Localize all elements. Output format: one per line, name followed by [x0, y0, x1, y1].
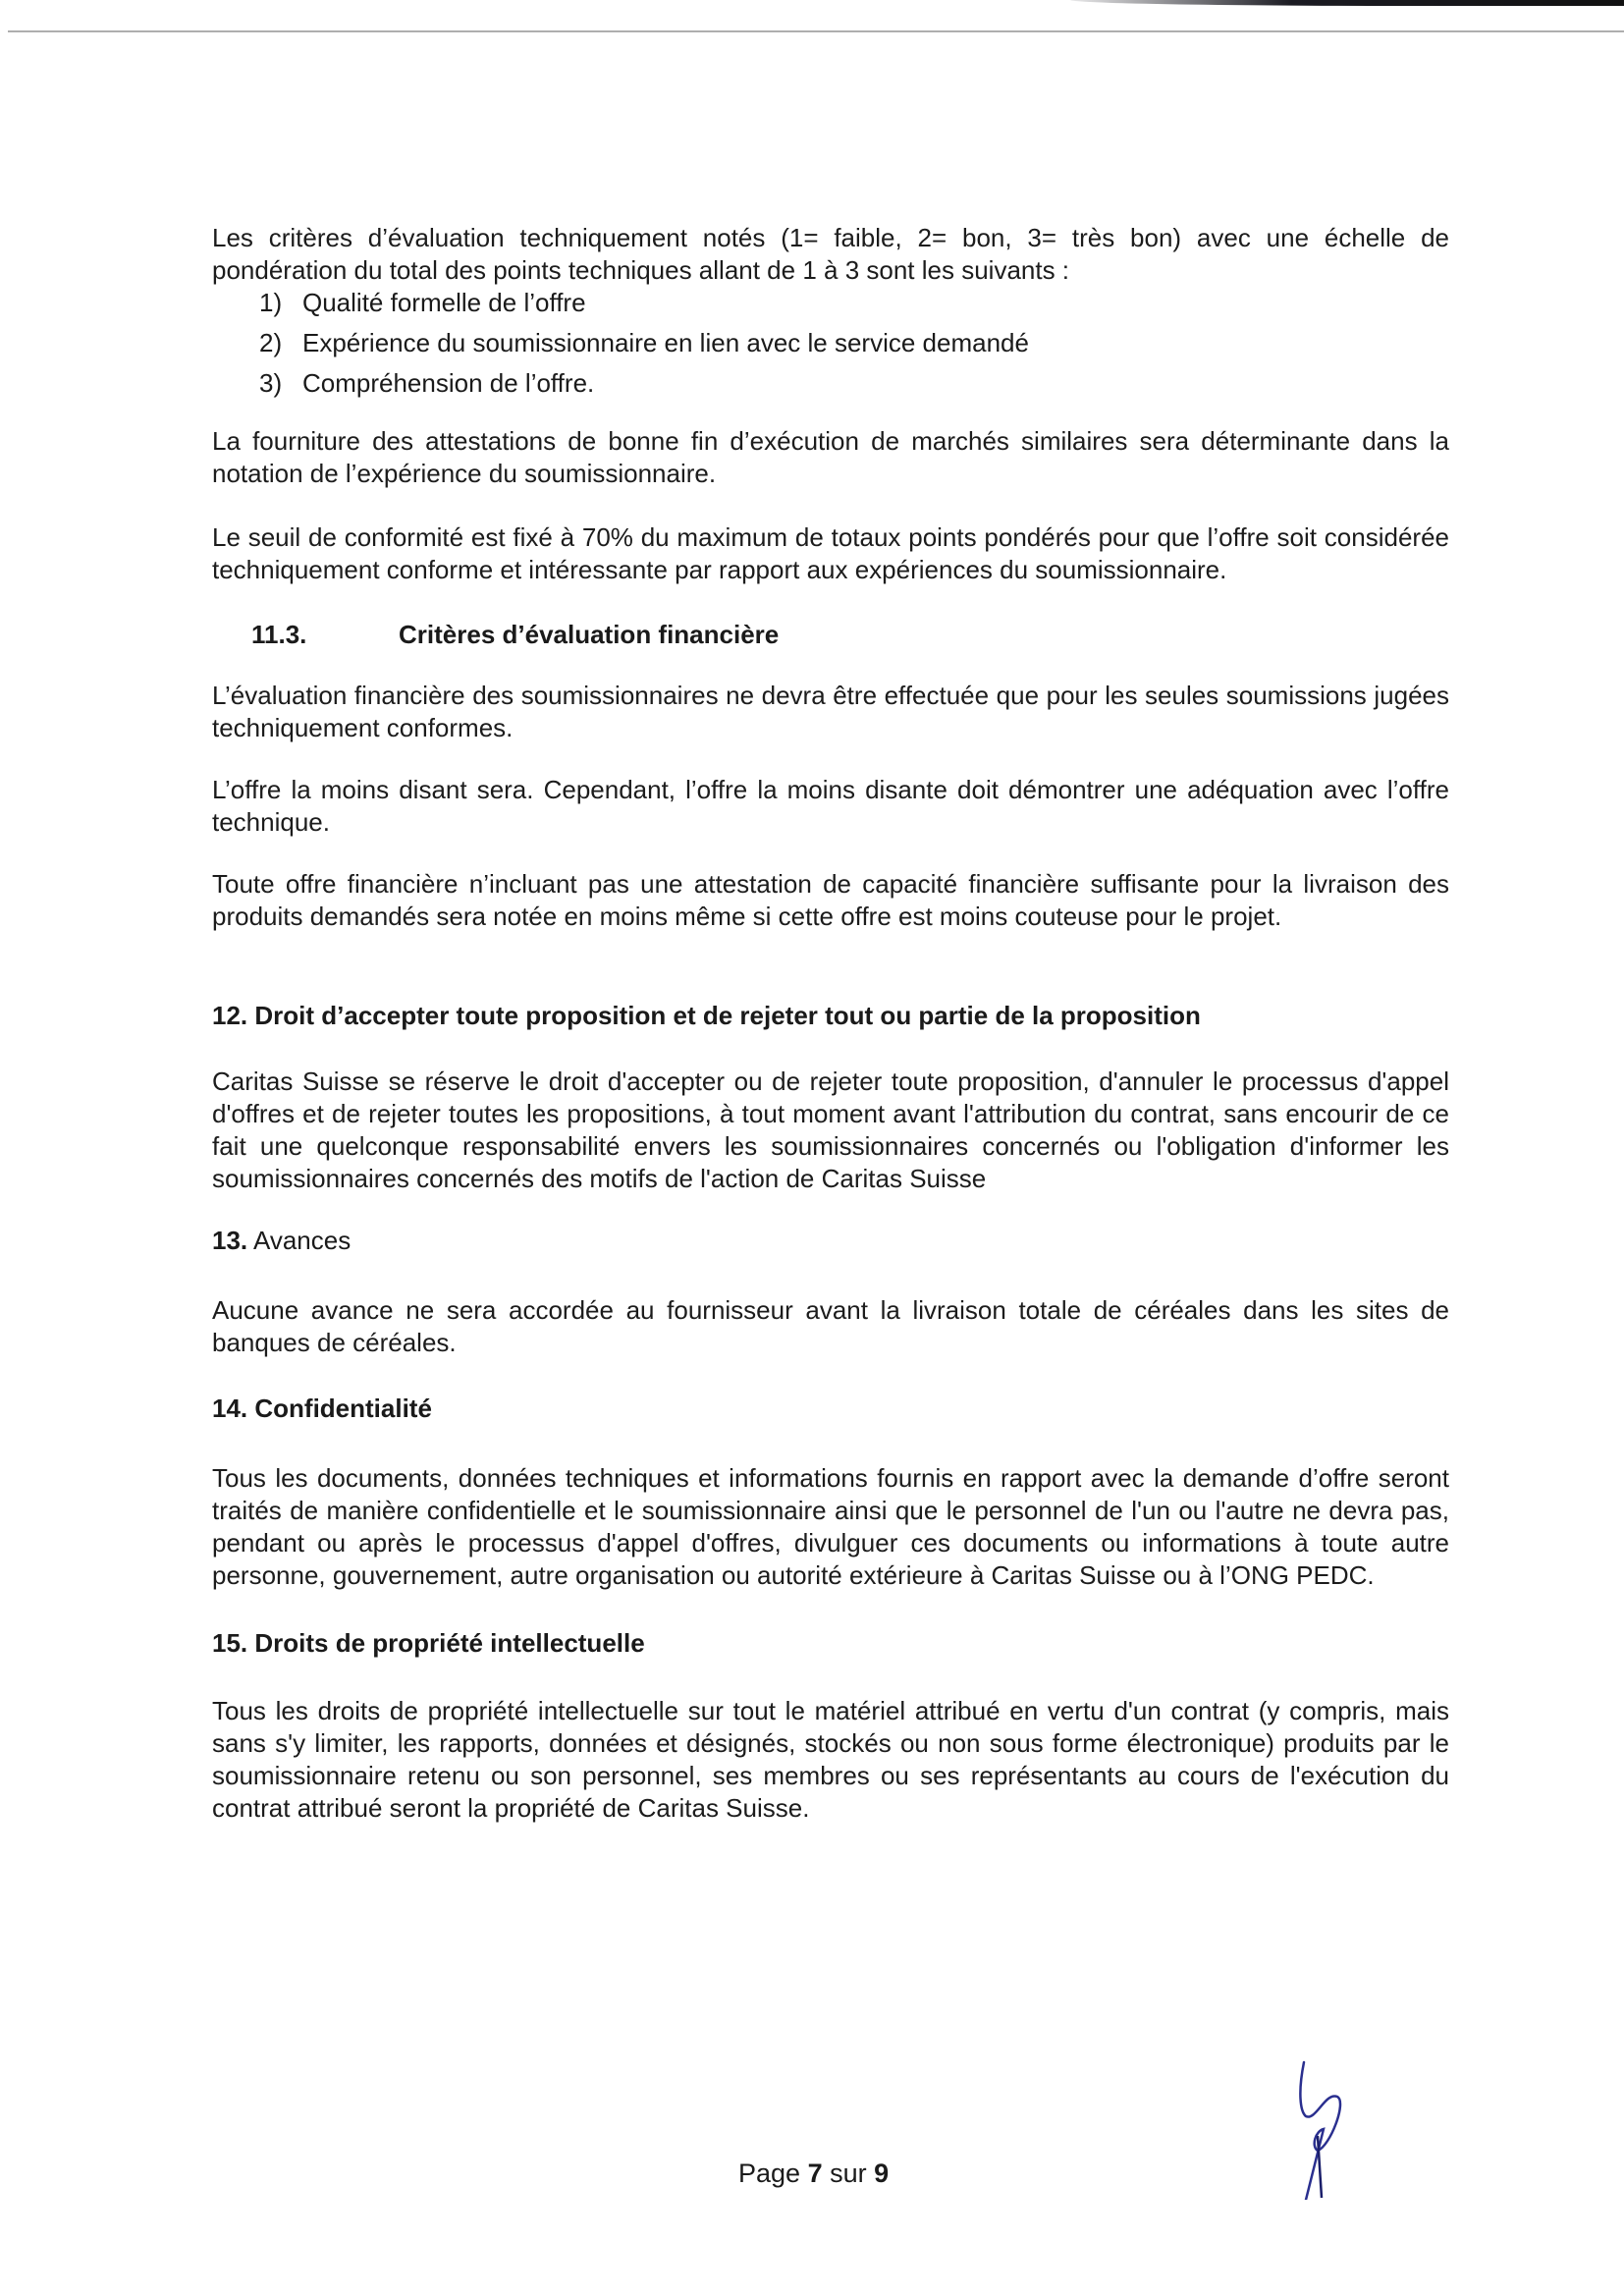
section-number: 11.3. — [251, 620, 307, 649]
page-number: Page 7 sur 9 — [738, 2159, 890, 2188]
attestations-paragraph: La fourniture des attestations de bonne fin d’exécution de marchés similaires sera déterminante dans la notation de l’expérience du soumissionnaire. — [212, 426, 1449, 488]
financial-paragraph-2: L’offre la moins disant sera. Cependant, l’offre la moins disante doit démontrer une adéquation avec l’offre technique. — [212, 775, 1449, 837]
section-15-paragraph: Tous les droits de propriété intellectuelle sur tout le matériel attribué en vertu d'un contrat (y compris, mais sans s'y limiter, les rapports, données et désignés, stockés ou non sous forme électronique) produits par le soumissionnaire retenu ou son personnel, ses membres ou ses représentants au cours de l'exécution du contrat attribué seront la propriété de Caritas Suisse. — [212, 1696, 1449, 1823]
technical-criteria-intro: Les critères d’évaluation techniquement notés (1= faible, 2= bon, 3= très bon) avec une échelle de pondération du total des points techniques allant de 1 à 3 sont les suivants : — [212, 223, 1449, 285]
technical-criteria-list — [212, 287, 1449, 408]
section-15-heading: 15. Droits de propriété intellectuelle — [212, 1628, 645, 1658]
scan-edge-shadow — [1070, 0, 1624, 6]
section-14-heading: 14. Confidentialité — [212, 1394, 432, 1423]
financial-paragraph-1: L’évaluation financière des soumissionnaires ne devra être effectuée que pour les seules soumissions jugées techniquement conformes. — [212, 681, 1449, 742]
header-rule — [8, 30, 1624, 32]
section-12-paragraph: Caritas Suisse se réserve le droit d'accepter ou de rejeter toute proposition, d'annuler le processus d'appel d'offres et de rejeter toutes les propositions, à tout moment avant l'attribution du contrat, sans encourir de ce fait une quelconque responsabilité envers les soumissionnaires concernés ou l'obligation d'informer les soumissionnaires concernés des motifs de l'action de Caritas Suisse — [212, 1066, 1449, 1193]
section-14-paragraph: Tous les documents, données techniques et informations fournis en rapport avec la demande d’offre seront traités de manière confidentielle et le soumissionnaire ainsi que le personnel de l'un ou l'autre ne devra pas, pendant ou après le processus d'appel d'offres, divulguer ces documents ou informations à toute autre personne, gouvernement, autre organisation ou autorité extérieure à Caritas Suisse ou à l’ONG PEDC. — [212, 1463, 1449, 1590]
page-body — [212, 222, 1449, 1825]
list-item: 2) Expérience du soumissionnaire en lien avec le service demandé — [259, 328, 1029, 357]
section-12-heading: 12. Droit d’accepter toute proposition et de rejeter tout ou partie de la proposition — [212, 1001, 1201, 1030]
handwritten-signature-icon — [1276, 2052, 1365, 2200]
list-item: 1) Qualité formelle de l’offre — [259, 288, 586, 317]
total-pages: 9 — [874, 2159, 890, 2188]
threshold-paragraph: Le seuil de conformité est fixé à 70% du maximum de totaux points pondérés pour que l’offre soit considérée techniquement conforme et intéressante par rapport aux expériences du soumissionnaire. — [212, 522, 1449, 584]
section-11-3-heading — [212, 620, 1449, 650]
section-number: 13. — [212, 1226, 248, 1255]
section-title: Avances — [252, 1226, 352, 1255]
section-13-heading — [212, 1225, 1449, 1257]
current-page: 7 — [807, 2159, 823, 2188]
section-13-paragraph: Aucune avance ne sera accordée au fournisseur avant la livraison totale de céréales dans les sites de banques de céréales. — [212, 1295, 1449, 1357]
financial-paragraph-3: Toute offre financière n’incluant pas une attestation de capacité financière suffisante pour la livraison des produits demandés sera notée en moins même si cette offre est moins couteuse pour le projet. — [212, 869, 1449, 931]
section-title: Critères d’évaluation financière — [399, 620, 780, 649]
list-item: 3) Compréhension de l’offre. — [259, 368, 595, 398]
